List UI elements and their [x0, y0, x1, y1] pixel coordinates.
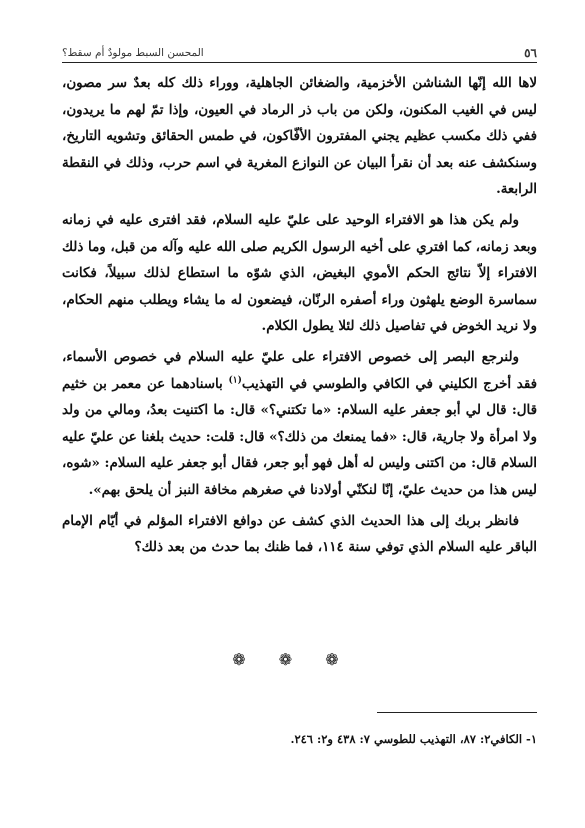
paragraph-3	[62, 344, 537, 504]
paragraph-2: ولم يكن هذا هو الافتراء الوحيد على عليّ عليه السلام، فقد افترى عليه في زمانه وبعد زمانه، كما افتري على أخيه الرسول الكريم صلى الله عليه وآله من قبل، وما ذلك الافتراء إلاّ نتائج الحكم الأموي البغيض، الذي شوّه ما استطاع لذلك سبيلاً، فكانت سماسرة الوضع يلهثون وراء أصفره الرنّان، فيضعون له ما يشاء ويطلب منهم الحكام، ولا نريد الخوض في تفاصيل ذلك لئلا يطول الكلام.	[62, 211, 537, 335]
paragraph-3-rest: باسنادهما عن معمر بن خثيم قال: قال لي أبو جعفر عليه السلام: «ما تكتني؟» قال: ما اكتنيت بعدُ، ومالي من ولد ولا امرأة ولا جارية، قال: «فما يمنعك من ذلك؟» قال: قلت: حديث بلغنا عن عليّ عليه السلام قال: من اكتنى وليس له أهل فهو أبو جعر، فقال أبو جعفر عليه السلام: «شوه، ليس هذا من حديث عليّ، إنّا لنكنّي أولادنا في صغرهم مخافة النبز أن يلحق بهم».	[62, 375, 537, 498]
header-rule	[62, 62, 537, 63]
paragraph-1: لاها الله إنّها الشناشن الأخزمية، والضغائن الجاهلية، ووراء ذلك كله بعدٌ سر مصون، ليس في الغيب المكنون، ولكن من باب ذر الرماد في العيون، وإذا تمّ لهم ما يريدون، ففي ذلك مكسب عظيم يجني المفترون الأفّاكون، في طمس الحقائق وتشويه التاريخ، وسنكشف عنه بعد أن نقرأ البيان عن النوازع المغرية في اسم حرب، وذلك في النقطة الرابعة.	[62, 75, 537, 198]
running-title: المحسن السبط مولودٌ أم سقط؟	[62, 47, 204, 59]
footnote: ١- الكافي٢: ٨٧، التهذيب للطوسي ٧: ٤٣٨ و٢: ٢٤٦.	[290, 732, 537, 746]
paragraph-3-start: ولنرجع البصر إلى خصوص الافتراء على عليّ عليه السلام في خصوص الأسماء، فقد أخرج الكليني في الكافي والطوسي في التهذيب	[62, 348, 537, 392]
footnote-reference: (١)	[228, 375, 242, 386]
body-text	[62, 70, 537, 565]
footnote-rule	[377, 712, 537, 713]
page-header	[62, 44, 537, 62]
paragraph-4: فانظر بربك إلى هذا الحديث الذي كشف عن دوافع الافتراء المؤلم في أيّام الإمام الباقر عليه السلام الذي توفي سنة ١١٤، فما ظنك بما حدث من بعد ذلك؟	[62, 512, 537, 556]
page-number: ٥٦	[524, 46, 537, 60]
section-ornament: ❁ ❁ ❁	[232, 650, 353, 669]
